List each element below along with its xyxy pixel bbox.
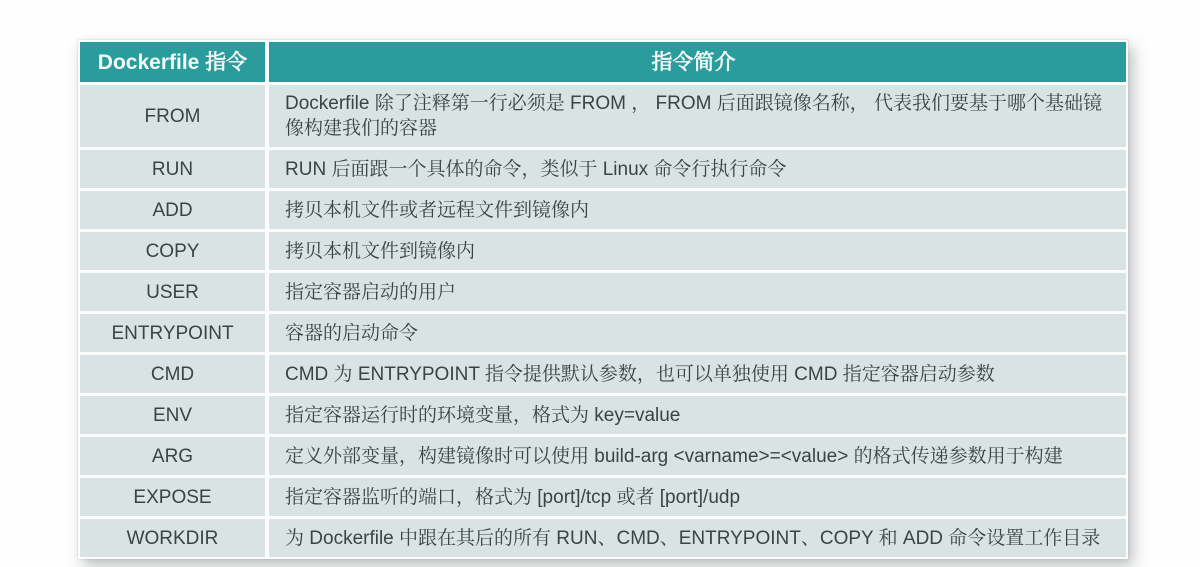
table-row <box>80 478 1126 516</box>
cell-description: 定义外部变量，构建镜像时可以使用 build-arg <varname>=<value> 的格式传递参数用于构建 <box>269 437 1126 475</box>
cell-description: RUN 后面跟一个具体的命令，类似于 Linux 命令行执行命令 <box>269 150 1126 188</box>
cell-description: 指定容器启动的用户 <box>269 273 1126 311</box>
table-row <box>80 314 1126 352</box>
cell-command: ENTRYPOINT <box>80 314 265 352</box>
table-header-row <box>80 42 1126 82</box>
cell-command: CMD <box>80 355 265 393</box>
cell-command: RUN <box>80 150 265 188</box>
cell-description: 指定容器监听的端口，格式为 [port]/tcp 或者 [port]/udp <box>269 478 1126 516</box>
table-row <box>80 273 1126 311</box>
cell-command: WORKDIR <box>80 519 265 557</box>
table-row <box>80 85 1126 147</box>
header-cell-command: Dockerfile 指令 <box>80 42 265 82</box>
cell-command: ENV <box>80 396 265 434</box>
cell-command: EXPOSE <box>80 478 265 516</box>
cell-description: 指定容器运行时的环境变量，格式为 key=value <box>269 396 1126 434</box>
cell-description: Dockerfile 除了注释第一行必须是 FROM ， FROM 后面跟镜像名称， 代表我们要基于哪个基础镜像构建我们的容器 <box>269 85 1126 147</box>
cell-command: USER <box>80 273 265 311</box>
cell-description: 为 Dockerfile 中跟在其后的所有 RUN、CMD、ENTRYPOINT、COPY 和 ADD 命令设置工作目录 <box>269 519 1126 557</box>
table-row <box>80 355 1126 393</box>
table-row <box>80 519 1126 557</box>
table-row <box>80 191 1126 229</box>
table-row <box>80 150 1126 188</box>
header-cell-description: 指令简介 <box>269 42 1126 82</box>
table-row <box>80 232 1126 270</box>
cell-description: 拷贝本机文件或者远程文件到镜像内 <box>269 191 1126 229</box>
cell-description: CMD 为 ENTRYPOINT 指令提供默认参数，也可以单独使用 CMD 指定容器启动参数 <box>269 355 1126 393</box>
table-row <box>80 437 1126 475</box>
cell-command: FROM <box>80 85 265 147</box>
dockerfile-instructions-table <box>78 40 1128 559</box>
cell-description: 容器的启动命令 <box>269 314 1126 352</box>
cell-command: COPY <box>80 232 265 270</box>
cell-description: 拷贝本机文件到镜像内 <box>269 232 1126 270</box>
table-row <box>80 396 1126 434</box>
cell-command: ARG <box>80 437 265 475</box>
cell-command: ADD <box>80 191 265 229</box>
